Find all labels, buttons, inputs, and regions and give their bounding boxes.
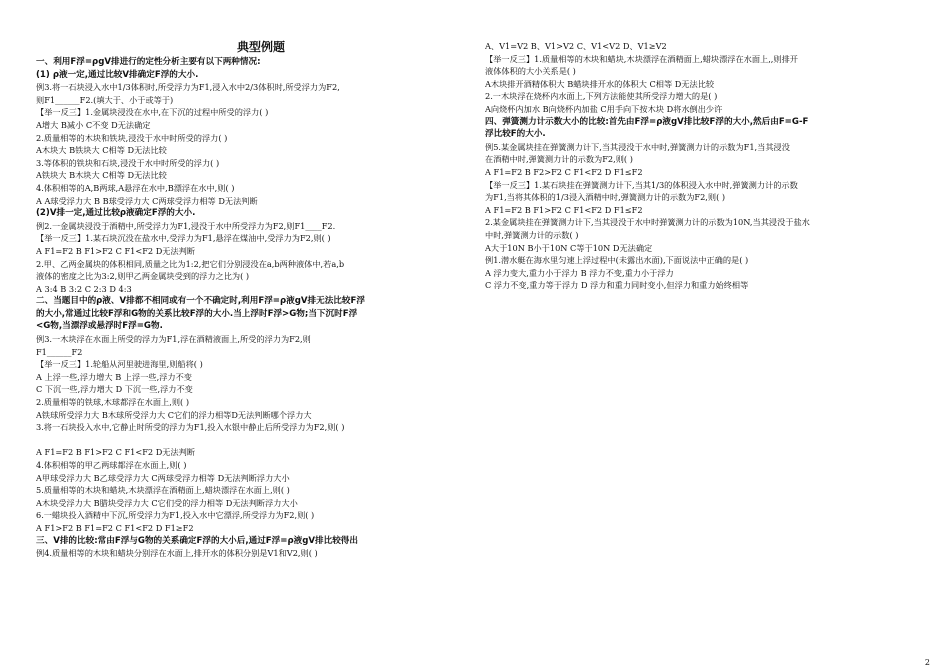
text-line: 5.质量相等的木块和蜡块,木块漂浮在酒精面上,蜡块漂浮在水面上,则( ) xyxy=(36,485,290,496)
text-line: 液体的密度之比为3:2,则甲乙两金属块受到的浮力之比为( ) xyxy=(36,271,250,282)
section-heading: 四、弹簧测力计示数大小的比较:首先由F浮=ρ液gV排比较F浮的大小,然后由F=G-F xyxy=(485,116,809,127)
text-line: A F1=F2 B F1>F2 C F1<F2 D F1≤F2 xyxy=(485,204,643,215)
text-line: 4.体积相等的A,B两球,A悬浮在水中,B漂浮在水中,则( ) xyxy=(36,182,235,193)
text-line: A增大 B减小 C不变 D无法确定 xyxy=(36,119,151,130)
text-line: 3.将一石块投入水中,它静止时所受的浮力为F1,投入水银中静止后所受浮力为F2,则( ) xyxy=(36,422,345,433)
section-heading: 三、V排的比较:常由F浮与G物的关系确定F浮的大小后,通过F浮=ρ液gV排比较得出 xyxy=(36,535,358,546)
text-line: 则F1______F2.(填大于、小于或等于) xyxy=(36,94,174,105)
text-line: A甲球受浮力大 B乙球受浮力大 C两球受浮力相等 D无法判断浮力大小 xyxy=(36,472,290,483)
text-line: A 3:4 B 3:2 C 2:3 D 4:3 xyxy=(36,283,132,294)
text-line: A A球受浮力大 B B球受浮力大 C两球受浮力相等 D无法判断 xyxy=(36,195,258,206)
text-line: 例1.潜水艇在海水里匀速上浮过程中(未露出水面),下面说法中正确的是( ) xyxy=(485,255,749,266)
text-line: 液体体积的大小关系是( ) xyxy=(485,66,576,77)
text-line: A向烧杯内加水 B向烧杯内加盐 C用手向下按木块 D将水倒出少许 xyxy=(485,103,723,114)
text-line: A木块受浮力大 B腊块受浮力大 C它们受的浮力相等 D无法判断浮力大小 xyxy=(36,497,298,508)
text-line: 例5.某金属块挂在弹簧测力计下,当其浸没于水中时,弹簧测力计的示数为F1,当其浸没 xyxy=(485,141,790,152)
text-line: A木块排开酒精体积大 B蜡块排开水的体积大 C相等 D无法比较 xyxy=(485,78,715,89)
page-number: 2 xyxy=(924,658,930,667)
text-line: 【举一反三】1.金属块浸没在水中,在下沉的过程中所受的浮力( ) xyxy=(36,107,269,118)
text-line: A 上浮一些,浮力增大 B 上浮一些,浮力不变 xyxy=(36,371,192,382)
right-column xyxy=(485,40,925,292)
text-line xyxy=(36,434,476,447)
text-line: 【举一反三】1.质量相等的木块和蜡块,木块漂浮在酒精面上,蜡块漂浮在水面上,,则排开 xyxy=(485,53,798,64)
text-line: A F1=F2 B F1>F2 C F1<F2 D无法判断 xyxy=(36,245,196,256)
text-line: A F1>F2 B F1=F2 C F1<F2 D F1≥F2 xyxy=(36,522,194,533)
text-line: 例3.一木块浮在水面上所受的浮力为F1,浮在酒精液面上,所受的浮力为F2,则 xyxy=(36,334,311,345)
text-line: 【举一反三】1.某石块沉没在盐水中,受浮力为F1,悬浮在煤油中,受浮力为F2,则( ) xyxy=(36,233,331,244)
text-line: C 下沉一些,浮力增大 D 下沉一些,浮力不变 xyxy=(36,384,193,395)
text-line: C 浮力不变,重力等于浮力 D 浮力和重力同时变小,但浮力和重力始终相等 xyxy=(485,280,749,291)
text-line: 为F1,当将其体积的1/3浸入酒精中时,弹簧测力计的示数为F2,则( ) xyxy=(485,192,726,203)
text-line: A、V1=V2 B、V1>V2 C、V1<V2 D、V1≥V2 xyxy=(485,41,667,51)
section-heading: 的大小,常通过比较F浮和G物的关系比较F浮的大小.当上浮时F浮>G物;当下沉时F浮 xyxy=(36,308,358,319)
section-heading: 一、利用F浮=ρgV排进行的定性分析主要有以下两种情况: xyxy=(36,57,261,67)
text-line: 例2.一金属块浸没于酒精中,所受浮力为F1,浸没于水中所受浮力为F2,则F1____F2. xyxy=(36,220,336,231)
text-line: 【举一反三】1.轮船从河里驶进海里,则船将( ) xyxy=(36,359,203,370)
text-line: A木块大 B铁块大 C相等 D无法比较 xyxy=(36,145,167,156)
page-title: 典型例题 xyxy=(236,40,285,54)
section-heading: (1) ρ液一定,通过比较V排确定F浮的大小. xyxy=(36,69,199,80)
text-line: 中时,弹簧测力计的示数( ) xyxy=(485,229,579,240)
text-line: 2.质量相等的木块和铁块,浸没于水中时所受的浮力( ) xyxy=(36,132,228,143)
text-line: 6.一蜡块投入酒精中下沉,所受浮力为F1,投入水中它漂浮,所受浮力为F2,则( ) xyxy=(36,510,315,521)
text-line: 3.等体积的铁块和石块,浸没于水中时所受的浮力( ) xyxy=(36,157,220,168)
text-line: 例3.将一石块浸入水中1/3体积时,所受浮力为F1,浸入水中2/3体积时,所受浮力为F2, xyxy=(36,82,340,93)
text-line: A F1=F2 B F2>F2 C F1<F2 D F1≤F2 xyxy=(485,166,643,177)
text-line: A大于10N B小于10N C等于10N D无法确定 xyxy=(485,242,653,253)
section-heading: <G物,当漂浮或悬浮时F浮=G物. xyxy=(36,321,163,332)
text-line: 【举一反三】1.某石块挂在弹簧测力计下,当其1/3的体积浸入水中时,弹簧测力计的示数 xyxy=(485,179,798,190)
text-line: 在酒精中时,弹簧测力计的示数为F2,则( ) xyxy=(485,154,633,165)
text-line: A 浮力变大,重力小于浮力 B 浮力不变,重力小于浮力 xyxy=(485,267,674,278)
text-line: 2.甲、乙两金属块的体积相同,质量之比为1:2,把它们分别浸没在a,b两种液体中,若a,b xyxy=(36,258,345,269)
section-heading: 二、当题目中的ρ液、V排都不相同或有一个不确定时,利用F浮=ρ液gV排无法比较F浮 xyxy=(36,296,365,307)
text-line: A铁球所受浮力大 B木球所受浮力大 C它们的浮力相等D无法判断哪个浮力大 xyxy=(36,409,312,420)
text-line: 2.一木块浮在烧杯内水面上,下列方法能使其所受浮力增大的是( ) xyxy=(485,91,718,102)
text-line: A铁块大 B木块大 C相等 D无法比较 xyxy=(36,170,167,181)
section-heading: (2)V排一定,通过比较ρ液确定F浮的大小. xyxy=(36,208,196,219)
text-line: F1______F2 xyxy=(36,346,83,357)
text-line: 2.质量相等的铁球,木球都浮在水面上,则( ) xyxy=(36,397,190,408)
text-line: 例4.质量相等的木块和蜡块分别浮在水面上,排开水的体积分别是V1和V2,则( ) xyxy=(36,548,318,559)
text-line: A F1=F2 B F1>F2 C F1<F2 D无法判断 xyxy=(36,447,196,458)
text-line: 4.体积相等的甲乙两球都浮在水面上,则( ) xyxy=(36,460,187,470)
section-heading: 浮比较F的大小. xyxy=(485,129,546,140)
left-column xyxy=(36,56,476,560)
text-line: 2.某金属块挂在弹簧测力计下,当其浸没于水中时弹簧测力计的示数为10N,当其浸没于盐水 xyxy=(485,217,810,228)
